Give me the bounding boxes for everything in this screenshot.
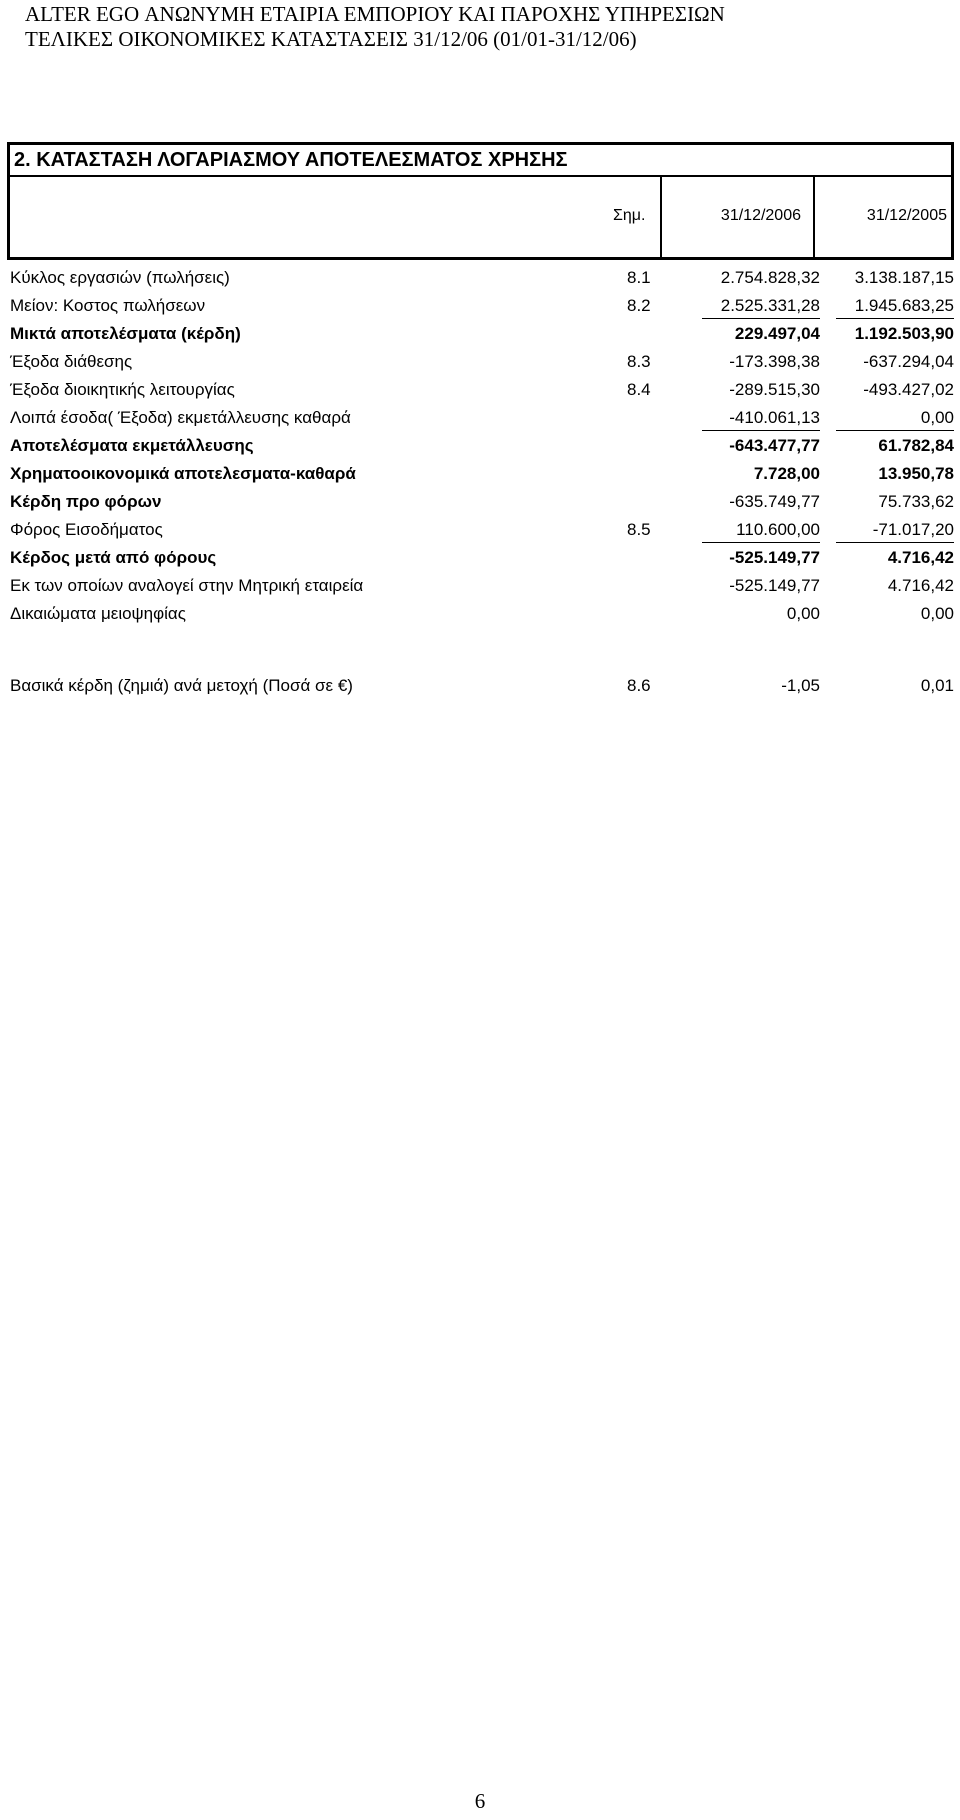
column-header-note: Σημ. <box>613 207 646 224</box>
eps-row <box>10 672 954 700</box>
company-name: ALTER EGO ΑΝΩΝΥΜΗ ΕΤΑΙΡΙΑ ΕΜΠΟΡΙΟΥ ΚΑΙ ΠΑΡΟΧΗΣ ΥΠΗΡΕΣΙΩΝ <box>25 2 725 26</box>
row-label: Αποτελέσματα εκμετάλλευσης <box>10 436 254 455</box>
table-row <box>10 572 954 600</box>
row-label: Κέρδη προ φόρων <box>10 492 162 511</box>
table-row <box>10 404 954 432</box>
row-label: Κέρδος μετά από φόρους <box>10 548 217 567</box>
row-label: Μείον: Κοστος πωλήσεων <box>10 296 206 315</box>
column-header-2006: 31/12/2006 <box>720 207 801 224</box>
header-divider <box>10 175 951 177</box>
row-label: Μικτά αποτελέσματα (κέρδη) <box>10 324 241 343</box>
section-title: 2. ΚΑΤΑΣΤΑΣΗ ΛΟΓΑΡΙΑΣΜΟΥ ΑΠΟΤΕΛΕΣΜΑΤΟΣ ΧΡΗΣΗΣ <box>14 149 568 171</box>
row-note: 8.5 <box>627 520 651 539</box>
row-value-2006: -173.398,38 <box>729 352 820 371</box>
row-value-2006: -525.149,77 <box>729 576 820 595</box>
row-value-2006: 110.600,00 <box>736 520 820 539</box>
row-value-2005: 4.716,42 <box>887 548 954 567</box>
row-label: Εκ των οποίων αναλογεί στην Μητρική εταιρεία <box>10 576 364 595</box>
column-divider-year <box>813 175 815 257</box>
row-label: Δικαιώματα μειοψηφίας <box>10 604 186 623</box>
row-value-2006: 2.754.828,32 <box>720 268 820 287</box>
row-note: 8.4 <box>627 380 651 399</box>
eps-label: Βασικά κέρδη (ζημιά) ανά μετοχή (Ποσά σε €) <box>10 676 353 695</box>
row-value-2005: 13.950,78 <box>878 464 954 483</box>
row-note: 8.3 <box>627 352 651 371</box>
table-row <box>10 516 954 544</box>
statement-header-box <box>7 142 954 260</box>
row-value-2005: 0,00 <box>920 408 954 427</box>
column-divider-note <box>660 175 662 257</box>
row-label: Λοιπά έσοδα( Έξοδα) εκμετάλλευσης καθαρά <box>10 408 351 427</box>
row-value-2006: -525.149,77 <box>729 548 820 567</box>
row-note: 8.2 <box>627 296 651 315</box>
eps-value-2005: 0,01 <box>920 676 954 695</box>
page-number: 6 <box>474 1789 486 1813</box>
table-row <box>10 320 954 348</box>
row-label: Έξοδα διοικητικής λειτουργίας <box>10 380 235 399</box>
row-note: 8.1 <box>627 268 651 287</box>
subtotal-underline <box>836 542 954 543</box>
table-row <box>10 600 954 628</box>
subtotal-underline <box>836 430 954 431</box>
eps-value-2006: -1,05 <box>781 676 820 695</box>
row-value-2005: -493.427,02 <box>863 380 954 399</box>
row-value-2005: -71.017,20 <box>872 520 954 539</box>
row-label: Χρηματοοικονομικά αποτελεσματα-καθαρά <box>10 464 356 483</box>
table-row <box>10 376 954 404</box>
row-value-2005: -637.294,04 <box>863 352 954 371</box>
table-row <box>10 544 954 572</box>
row-value-2006: 7.728,00 <box>753 464 820 483</box>
row-value-2006: -289.515,30 <box>729 380 820 399</box>
table-row <box>10 460 954 488</box>
row-value-2005: 75.733,62 <box>878 492 954 511</box>
row-label: Έξοδα διάθεσης <box>10 352 133 371</box>
subtotal-underline <box>702 430 820 431</box>
row-value-2005: 1.192.503,90 <box>854 324 954 343</box>
row-label: Κύκλος εργασιών (πωλήσεις) <box>10 268 230 287</box>
row-value-2005: 1.945.683,25 <box>854 296 954 315</box>
row-value-2005: 0,00 <box>920 604 954 623</box>
row-value-2006: -643.477,77 <box>729 436 820 455</box>
table-row <box>10 292 954 320</box>
table-row <box>10 348 954 376</box>
row-value-2005: 61.782,84 <box>878 436 954 455</box>
row-value-2006: 229.497,04 <box>734 324 820 343</box>
row-label: Φόρος Εισοδήματος <box>10 520 163 539</box>
table-row <box>10 264 954 292</box>
subtotal-underline <box>702 318 820 319</box>
subtotal-underline <box>702 542 820 543</box>
column-header-2005: 31/12/2005 <box>866 207 947 224</box>
row-value-2005: 3.138.187,15 <box>854 268 954 287</box>
row-value-2006: -410.061,13 <box>729 408 820 427</box>
row-value-2006: 0,00 <box>786 604 820 623</box>
row-value-2006: -635.749,77 <box>729 492 820 511</box>
row-value-2006: 2.525.331,28 <box>720 296 820 315</box>
subtotal-underline <box>836 318 954 319</box>
statements-subtitle: ΤΕΛΙΚΕΣ ΟΙΚΟΝΟΜΙΚΕΣ ΚΑΤΑΣΤΑΣΕΙΣ 31/12/06 (01/01-31/12/06) <box>25 27 637 51</box>
row-value-2005: 4.716,42 <box>887 576 954 595</box>
eps-note: 8.6 <box>627 676 651 695</box>
table-row <box>10 488 954 516</box>
table-row <box>10 432 954 460</box>
